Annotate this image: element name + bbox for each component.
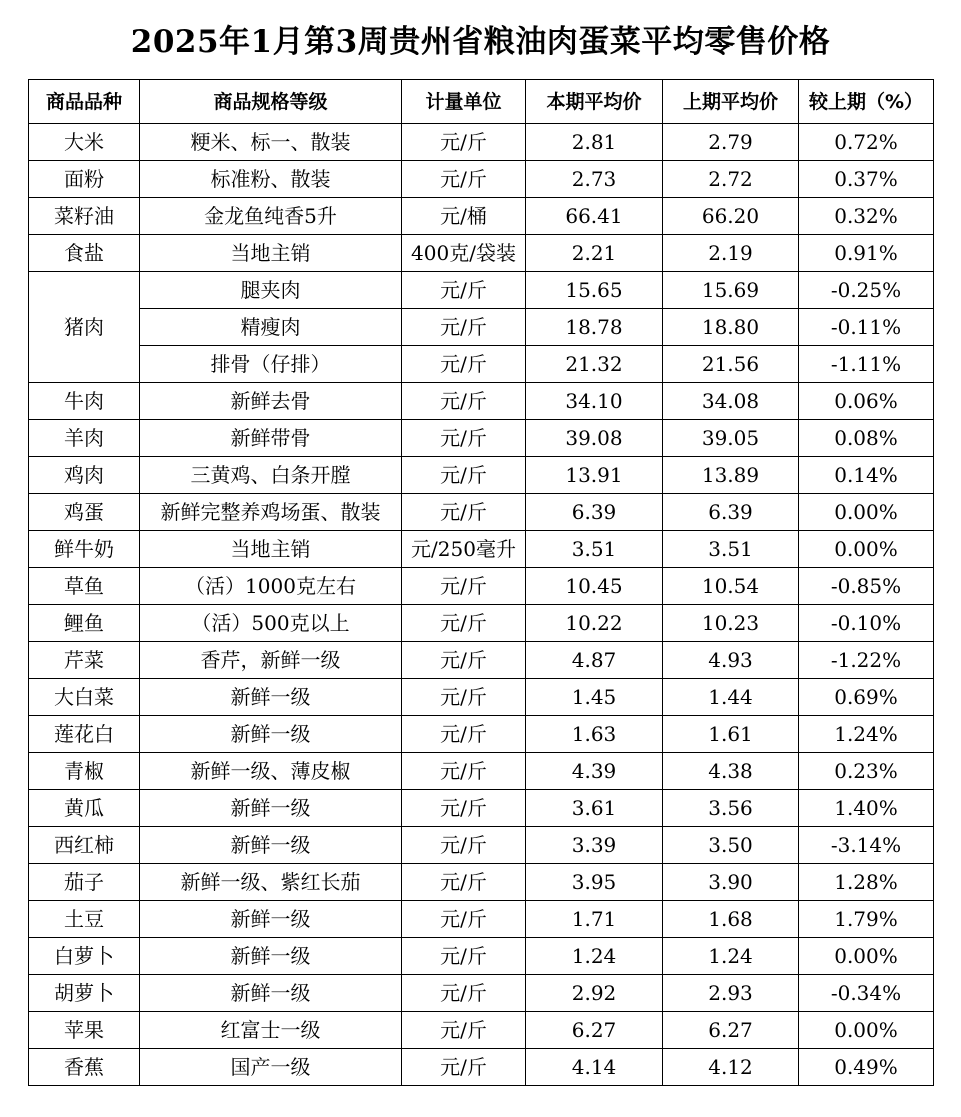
header-change: 较上期（%） — [799, 80, 934, 124]
table-row — [29, 161, 934, 198]
price-table — [28, 79, 934, 1086]
cell-unit: 元/斤 — [402, 457, 526, 494]
cell-previous-price: 2.93 — [663, 975, 799, 1012]
cell-spec: 三黄鸡、白条开膛 — [140, 457, 402, 494]
table-row — [29, 383, 934, 420]
table-row — [29, 494, 934, 531]
cell-unit: 元/斤 — [402, 790, 526, 827]
cell-spec: 新鲜一级 — [140, 827, 402, 864]
cell-spec: 当地主销 — [140, 235, 402, 272]
cell-current-price: 3.51 — [526, 531, 663, 568]
cell-unit: 元/斤 — [402, 716, 526, 753]
cell-current-price: 1.24 — [526, 938, 663, 975]
cell-spec: 精瘦肉 — [140, 309, 402, 346]
cell-change: 1.79% — [799, 901, 934, 938]
header-unit: 计量单位 — [402, 80, 526, 124]
cell-current-price: 4.14 — [526, 1049, 663, 1086]
cell-current-price: 1.63 — [526, 716, 663, 753]
cell-item: 西红柿 — [29, 827, 140, 864]
cell-spec: 红富士一级 — [140, 1012, 402, 1049]
cell-change: 0.08% — [799, 420, 934, 457]
cell-spec: 新鲜一级、薄皮椒 — [140, 753, 402, 790]
table-row — [29, 309, 934, 346]
cell-previous-price: 10.23 — [663, 605, 799, 642]
cell-previous-price: 6.39 — [663, 494, 799, 531]
cell-unit: 元/斤 — [402, 272, 526, 309]
cell-current-price: 39.08 — [526, 420, 663, 457]
cell-spec: 粳米、标一、散装 — [140, 124, 402, 161]
cell-change: 1.28% — [799, 864, 934, 901]
cell-spec: 金龙鱼纯香5升 — [140, 198, 402, 235]
cell-change: 0.00% — [799, 494, 934, 531]
page-title: 2025年1月第3周贵州省粮油肉蛋菜平均零售价格 — [130, 24, 831, 60]
cell-current-price: 3.61 — [526, 790, 663, 827]
table-row — [29, 1012, 934, 1049]
table-row — [29, 901, 934, 938]
cell-current-price: 6.39 — [526, 494, 663, 531]
cell-change: 1.24% — [799, 716, 934, 753]
cell-change: 0.49% — [799, 1049, 934, 1086]
cell-item: 土豆 — [29, 901, 140, 938]
cell-current-price: 4.39 — [526, 753, 663, 790]
header-previous-price: 上期平均价 — [663, 80, 799, 124]
cell-unit: 元/斤 — [402, 1049, 526, 1086]
cell-previous-price: 34.08 — [663, 383, 799, 420]
cell-change: 0.00% — [799, 531, 934, 568]
cell-item: 菜籽油 — [29, 198, 140, 235]
table-row — [29, 679, 934, 716]
cell-spec: 新鲜一级 — [140, 901, 402, 938]
cell-change: -1.11% — [799, 346, 934, 383]
cell-previous-price: 21.56 — [663, 346, 799, 383]
cell-spec: 新鲜一级 — [140, 975, 402, 1012]
cell-item: 芹菜 — [29, 642, 140, 679]
cell-spec: 新鲜完整养鸡场蛋、散装 — [140, 494, 402, 531]
cell-previous-price: 4.12 — [663, 1049, 799, 1086]
cell-change: 0.72% — [799, 124, 934, 161]
cell-current-price: 2.73 — [526, 161, 663, 198]
cell-current-price: 10.22 — [526, 605, 663, 642]
cell-change: 0.00% — [799, 1012, 934, 1049]
cell-item: 猪肉 — [29, 272, 140, 383]
cell-item: 茄子 — [29, 864, 140, 901]
cell-item: 香蕉 — [29, 1049, 140, 1086]
cell-spec: 标准粉、散装 — [140, 161, 402, 198]
cell-previous-price: 3.56 — [663, 790, 799, 827]
cell-item: 鲜牛奶 — [29, 531, 140, 568]
table-row — [29, 975, 934, 1012]
cell-spec: 腿夹肉 — [140, 272, 402, 309]
cell-spec: 国产一级 — [140, 1049, 402, 1086]
cell-change: 1.40% — [799, 790, 934, 827]
cell-current-price: 2.81 — [526, 124, 663, 161]
cell-change: -0.10% — [799, 605, 934, 642]
cell-spec: 香芹，新鲜一级 — [140, 642, 402, 679]
cell-item: 羊肉 — [29, 420, 140, 457]
cell-previous-price: 15.69 — [663, 272, 799, 309]
cell-item: 鸡蛋 — [29, 494, 140, 531]
cell-spec: 新鲜一级 — [140, 790, 402, 827]
table-row — [29, 605, 934, 642]
table-row — [29, 753, 934, 790]
table-row — [29, 198, 934, 235]
cell-previous-price: 13.89 — [663, 457, 799, 494]
table-row — [29, 531, 934, 568]
cell-unit: 元/斤 — [402, 938, 526, 975]
cell-change: 0.14% — [799, 457, 934, 494]
cell-change: 0.32% — [799, 198, 934, 235]
cell-current-price: 21.32 — [526, 346, 663, 383]
table-row — [29, 457, 934, 494]
cell-unit: 元/斤 — [402, 605, 526, 642]
cell-unit: 元/斤 — [402, 309, 526, 346]
cell-unit: 元/斤 — [402, 420, 526, 457]
cell-current-price: 1.71 — [526, 901, 663, 938]
cell-item: 牛肉 — [29, 383, 140, 420]
cell-item: 鸡肉 — [29, 457, 140, 494]
table-body — [29, 124, 934, 1086]
cell-item: 食盐 — [29, 235, 140, 272]
cell-current-price: 15.65 — [526, 272, 663, 309]
cell-unit: 元/斤 — [402, 494, 526, 531]
header-item: 商品品种 — [29, 80, 140, 124]
table-row — [29, 420, 934, 457]
cell-item: 青椒 — [29, 753, 140, 790]
cell-change: 0.23% — [799, 753, 934, 790]
cell-unit: 元/斤 — [402, 827, 526, 864]
cell-current-price: 66.41 — [526, 198, 663, 235]
cell-item: 莲花白 — [29, 716, 140, 753]
cell-unit: 元/斤 — [402, 568, 526, 605]
cell-change: 0.00% — [799, 938, 934, 975]
table-row — [29, 272, 934, 309]
header-current-price: 本期平均价 — [526, 80, 663, 124]
cell-previous-price: 66.20 — [663, 198, 799, 235]
cell-unit: 元/斤 — [402, 753, 526, 790]
table-header-row — [29, 80, 934, 124]
cell-spec: 新鲜一级、紫红长茄 — [140, 864, 402, 901]
cell-item: 白萝卜 — [29, 938, 140, 975]
cell-previous-price: 6.27 — [663, 1012, 799, 1049]
cell-spec: （活）500克以上 — [140, 605, 402, 642]
cell-current-price: 13.91 — [526, 457, 663, 494]
cell-spec: 新鲜一级 — [140, 938, 402, 975]
cell-item: 面粉 — [29, 161, 140, 198]
cell-unit: 元/斤 — [402, 901, 526, 938]
cell-previous-price: 3.90 — [663, 864, 799, 901]
cell-previous-price: 3.50 — [663, 827, 799, 864]
cell-item: 黄瓜 — [29, 790, 140, 827]
table-row — [29, 124, 934, 161]
cell-spec: 当地主销 — [140, 531, 402, 568]
table-row — [29, 1049, 934, 1086]
cell-previous-price: 10.54 — [663, 568, 799, 605]
cell-current-price: 1.45 — [526, 679, 663, 716]
cell-unit: 元/斤 — [402, 1012, 526, 1049]
cell-unit: 元/斤 — [402, 124, 526, 161]
table-row — [29, 864, 934, 901]
table-row — [29, 568, 934, 605]
cell-current-price: 3.95 — [526, 864, 663, 901]
cell-unit: 元/斤 — [402, 975, 526, 1012]
cell-current-price: 4.87 — [526, 642, 663, 679]
cell-unit: 元/斤 — [402, 161, 526, 198]
cell-item: 胡萝卜 — [29, 975, 140, 1012]
cell-spec: （活）1000克左右 — [140, 568, 402, 605]
table-row — [29, 235, 934, 272]
cell-change: -0.25% — [799, 272, 934, 309]
cell-previous-price: 4.38 — [663, 753, 799, 790]
table-row — [29, 642, 934, 679]
cell-current-price: 34.10 — [526, 383, 663, 420]
cell-unit: 元/桶 — [402, 198, 526, 235]
cell-previous-price: 1.61 — [663, 716, 799, 753]
cell-previous-price: 1.44 — [663, 679, 799, 716]
cell-change: -3.14% — [799, 827, 934, 864]
cell-item: 苹果 — [29, 1012, 140, 1049]
cell-unit: 400克/袋装 — [402, 235, 526, 272]
cell-change: -0.85% — [799, 568, 934, 605]
cell-unit: 元/斤 — [402, 679, 526, 716]
cell-unit: 元/斤 — [402, 383, 526, 420]
cell-current-price: 3.39 — [526, 827, 663, 864]
cell-change: -0.34% — [799, 975, 934, 1012]
cell-previous-price: 4.93 — [663, 642, 799, 679]
table-row — [29, 938, 934, 975]
cell-change: 0.69% — [799, 679, 934, 716]
cell-spec: 新鲜一级 — [140, 679, 402, 716]
table-row — [29, 827, 934, 864]
cell-change: 0.06% — [799, 383, 934, 420]
cell-previous-price: 1.68 — [663, 901, 799, 938]
cell-item: 大米 — [29, 124, 140, 161]
table-row — [29, 716, 934, 753]
cell-change: -0.11% — [799, 309, 934, 346]
cell-spec: 新鲜一级 — [140, 716, 402, 753]
cell-previous-price: 2.79 — [663, 124, 799, 161]
cell-spec: 排骨（仔排） — [140, 346, 402, 383]
cell-item: 草鱼 — [29, 568, 140, 605]
cell-change: -1.22% — [799, 642, 934, 679]
cell-change: 0.37% — [799, 161, 934, 198]
cell-unit: 元/斤 — [402, 864, 526, 901]
cell-previous-price: 3.51 — [663, 531, 799, 568]
cell-spec: 新鲜带骨 — [140, 420, 402, 457]
cell-unit: 元/斤 — [402, 346, 526, 383]
cell-item: 鲤鱼 — [29, 605, 140, 642]
cell-current-price: 6.27 — [526, 1012, 663, 1049]
cell-current-price: 2.21 — [526, 235, 663, 272]
cell-previous-price: 1.24 — [663, 938, 799, 975]
cell-unit: 元/250毫升 — [402, 531, 526, 568]
table-row — [29, 346, 934, 383]
cell-previous-price: 39.05 — [663, 420, 799, 457]
cell-current-price: 18.78 — [526, 309, 663, 346]
cell-previous-price: 18.80 — [663, 309, 799, 346]
cell-current-price: 2.92 — [526, 975, 663, 1012]
cell-item: 大白菜 — [29, 679, 140, 716]
cell-unit: 元/斤 — [402, 642, 526, 679]
header-spec: 商品规格等级 — [140, 80, 402, 124]
cell-current-price: 10.45 — [526, 568, 663, 605]
cell-change: 0.91% — [799, 235, 934, 272]
cell-previous-price: 2.72 — [663, 161, 799, 198]
table-row — [29, 790, 934, 827]
cell-spec: 新鲜去骨 — [140, 383, 402, 420]
cell-previous-price: 2.19 — [663, 235, 799, 272]
